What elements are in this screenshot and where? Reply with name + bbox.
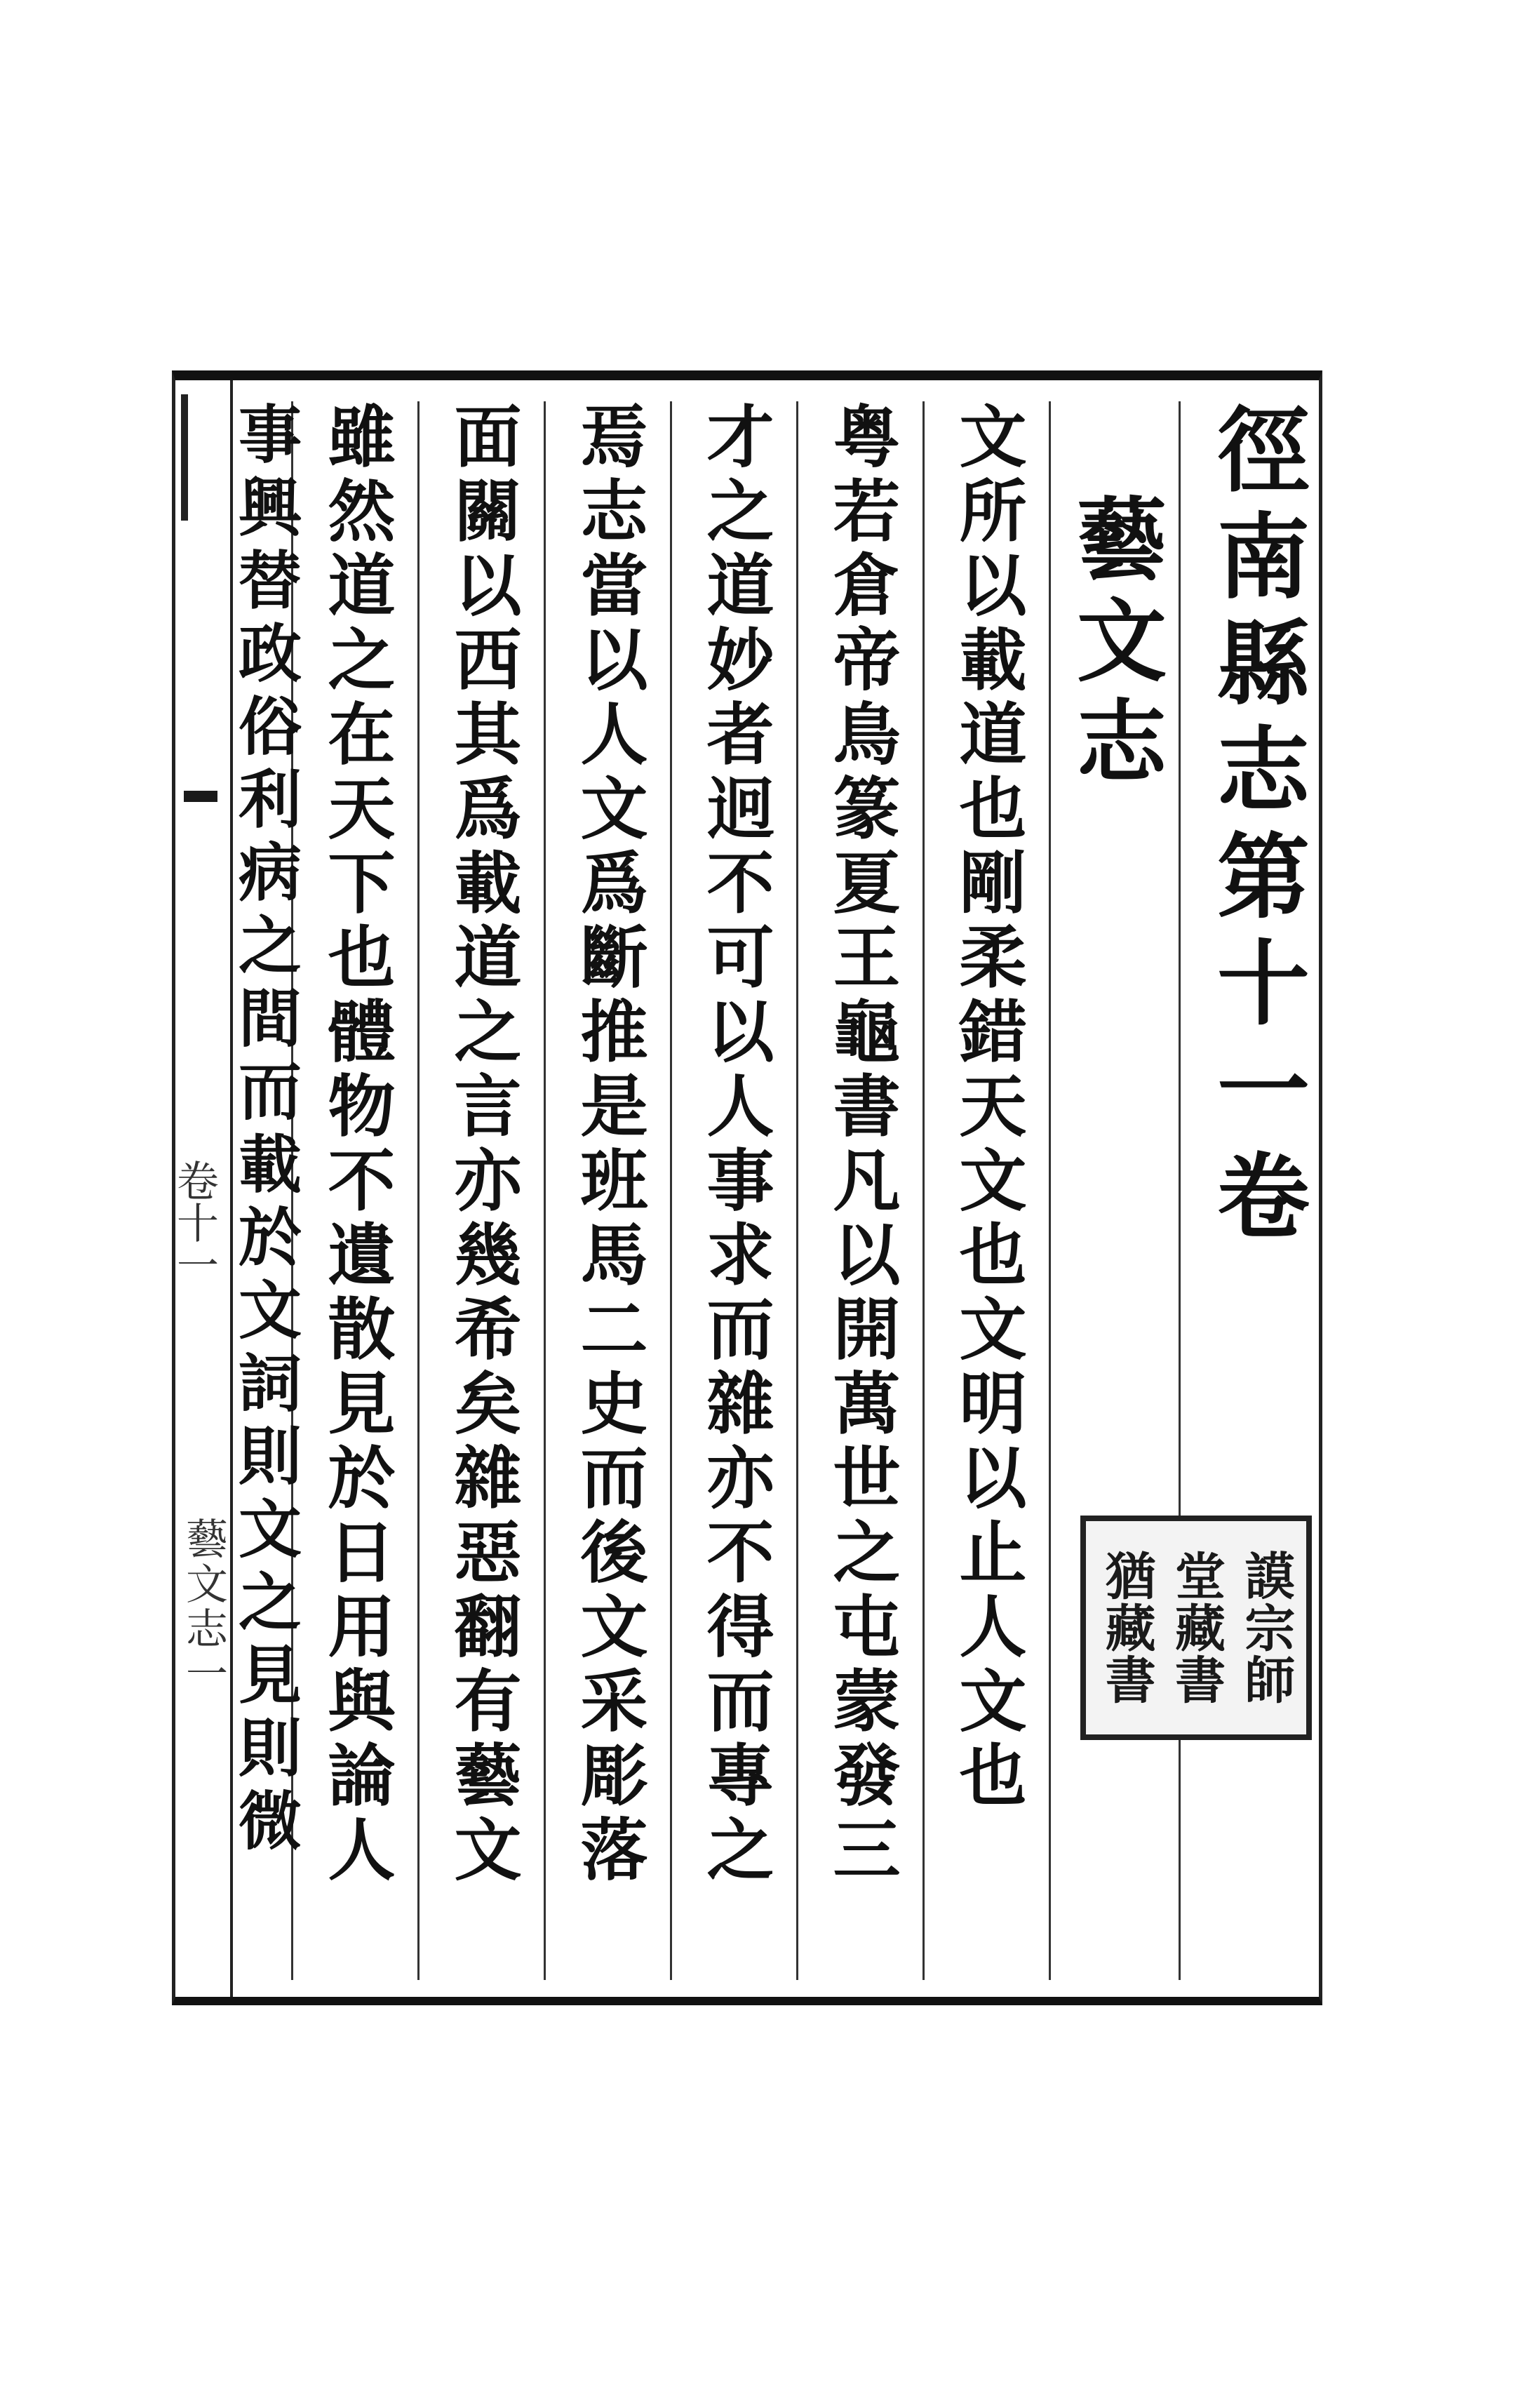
- column-text: 面關以西其爲載道之言亦幾希矣雜惡翻有藝文: [443, 401, 523, 1889]
- center-fold-section: 藝文志一: [179, 1517, 228, 1697]
- text-column-3: [670, 401, 796, 1980]
- seal-text-middle: 堂藏書: [1166, 1550, 1226, 1706]
- text-column-5: [417, 401, 544, 1980]
- column-text: 文所以載道也剛柔錯天文也文明以止人文也: [948, 401, 1028, 1814]
- text-column-4: [544, 401, 670, 1980]
- center-fold-top-bar: [181, 394, 223, 521]
- column-text: 事興替政俗利病之間而載於文詞則文之見則微: [227, 401, 302, 1861]
- column-text: 雖然道之在天下也體物不遺散見於日用與論人: [317, 401, 396, 1889]
- heading-column: [1049, 401, 1175, 1980]
- column-text: 粤若倉帝鳥篆夏王龜書凡以開萬世之屯蒙發三: [822, 401, 901, 1889]
- seal-text-left: 猶藏書: [1096, 1550, 1157, 1706]
- page-frame: [172, 370, 1322, 2005]
- collector-seal: [1080, 1516, 1312, 1740]
- center-fold-strip: [170, 380, 233, 1997]
- book-title: 徑南縣志第十一卷: [1201, 401, 1310, 1255]
- text-column-2: [796, 401, 922, 1980]
- column-text: 焉志當以人文爲斷推是班馬二史而後文采彫落: [570, 401, 649, 1889]
- fish-tail-mark: [184, 791, 217, 802]
- seal-text-right: 謨宗師: [1236, 1550, 1296, 1706]
- column-text: 才之道妙者迥不可以人事求而雜亦不得而專之: [696, 401, 775, 1889]
- section-heading: 藝文志: [1061, 493, 1167, 796]
- title-column: [1179, 401, 1310, 1980]
- center-fold-volume: 卷十一: [170, 1159, 219, 1285]
- text-column-6: [291, 401, 417, 1980]
- text-column-1: [922, 401, 1049, 1980]
- text-column-7: [227, 401, 302, 1980]
